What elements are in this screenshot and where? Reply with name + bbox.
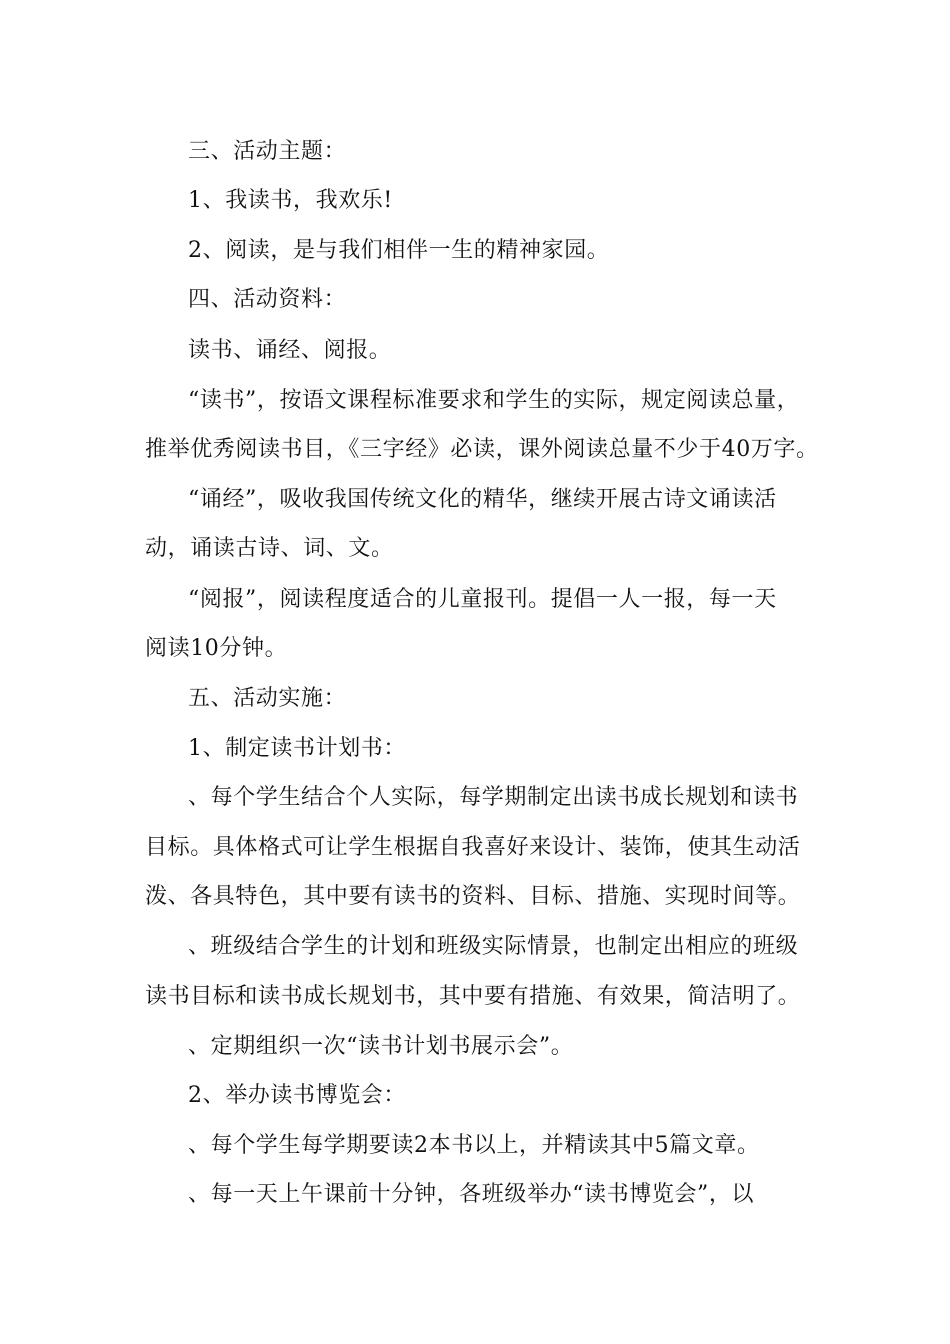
heading-activity-materials: 四、活动资料： bbox=[188, 287, 347, 312]
paragraph-reciting-line-2: 动，诵读古诗、词、文。 bbox=[145, 536, 394, 561]
paragraph-reading-line-2: 推举优秀阅读书目，《三字经》必读，课外阅读总量不少于40万字。 bbox=[145, 437, 819, 462]
paragraph-student-plan-line-1: 、每个学生结合个人实际，每学期制定出读书成长规划和读书 bbox=[188, 785, 799, 810]
heading-activity-implementation: 五、活动实施： bbox=[188, 686, 347, 711]
paragraph-newspaper-line-2: 阅读10分钟。 bbox=[145, 636, 288, 661]
heading-activity-theme: 三、活动主题： bbox=[188, 139, 347, 164]
paragraph-class-plan-line-2: 读书目标和读书成长规划书，其中要有措施、有效果，简洁明了。 bbox=[145, 984, 801, 1009]
paragraph-daily-book-fair: 、每一天上午课前十分钟，各班级举办“读书博览会”，以 bbox=[188, 1182, 755, 1207]
subheading-reading-plan: 1、制定读书计划书： bbox=[188, 736, 406, 761]
theme-item-1: 1、我读书，我欢乐! bbox=[188, 188, 393, 213]
paragraph-class-plan-line-1: 、班级结合学生的计划和班级实际情景，也制定出相应的班级 bbox=[188, 934, 799, 959]
subheading-book-fair: 2、举办读书博览会： bbox=[188, 1083, 406, 1108]
paragraph-reading-line-1: “读书”，按语文课程标准要求和学生的实际，规定阅读总量， bbox=[188, 388, 800, 413]
paragraph-student-plan-line-2: 目标。具体格式可让学生根据自我喜好来设计、装饰，使其生动活 bbox=[145, 835, 801, 860]
paragraph-books-per-term: 、每个学生每学期要读2本书以上，并精读其中5篇文章。 bbox=[188, 1133, 760, 1158]
paragraph-plan-showcase: 、定期组织一次“读书计划书展示会”。 bbox=[188, 1034, 574, 1059]
paragraph-student-plan-line-3: 泼、各具特色，其中要有读书的资料、目标、措施、实现时间等。 bbox=[145, 884, 801, 909]
materials-summary: 读书、诵经、阅报。 bbox=[188, 338, 392, 363]
paragraph-newspaper-line-1: “阅报”，阅读程度适合的儿童报刊。提倡一人一报，每一天 bbox=[188, 587, 777, 612]
theme-item-2: 2、阅读，是与我们相伴一生的精神家园。 bbox=[188, 238, 610, 263]
paragraph-reciting-line-1: “诵经”，吸收我国传统文化的精华，继续开展古诗文诵读活 bbox=[188, 487, 777, 512]
